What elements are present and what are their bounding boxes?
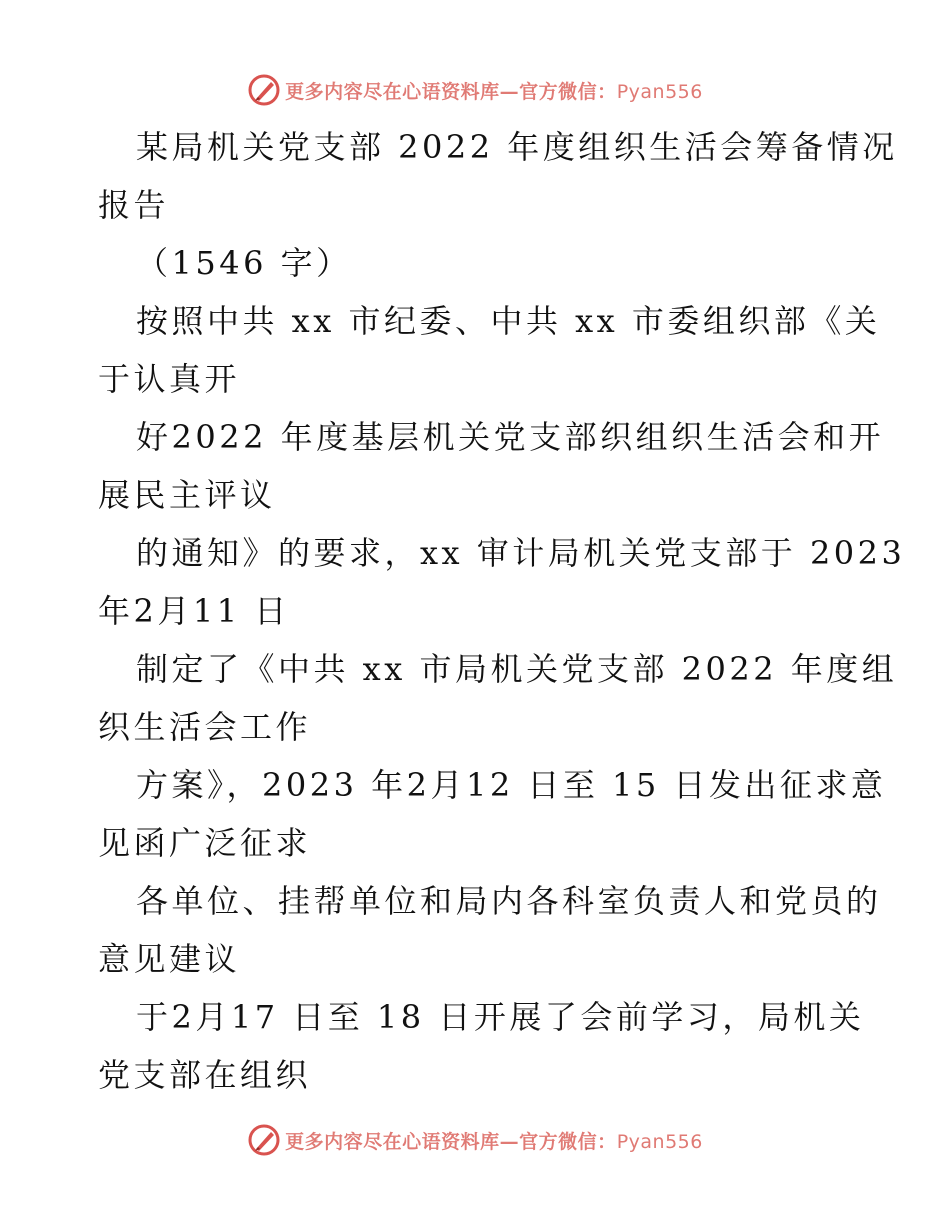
watermark-header bbox=[0, 70, 950, 110]
text-line: 织生活会工作 bbox=[98, 708, 312, 746]
pen-logo-icon bbox=[247, 73, 281, 107]
text-line: 于2月17 日至 18 日开展了会前学习，局机关 bbox=[136, 998, 865, 1036]
text-line: 展民主评议 bbox=[98, 476, 276, 514]
watermark-text: 更多内容尽在心语资料库—官方微信：Pyan556 bbox=[285, 80, 703, 103]
text-line: 的通知》的要求，xx 审计局机关党支部于 2023 bbox=[136, 534, 906, 572]
text-line: 各单位、挂帮单位和局内各科室负责人和党员的 bbox=[136, 882, 882, 920]
text-line: 某局机关党支部 2022 年度组织生活会筹备情况 bbox=[136, 128, 898, 166]
text-line: 方案》，2023 年2月12 日至 15 日发出征求意 bbox=[136, 766, 887, 804]
text-line: 制定了《中共 xx 市局机关党支部 2022 年度组 bbox=[136, 650, 898, 688]
text-line: （1546 字） bbox=[136, 244, 352, 282]
document-body bbox=[98, 118, 906, 1104]
text-line: 报告 bbox=[98, 186, 170, 224]
text-line: 党支部在组织 bbox=[98, 1056, 312, 1094]
watermark-footer bbox=[0, 1120, 950, 1160]
pen-logo-icon bbox=[247, 1123, 281, 1157]
watermark-text: 更多内容尽在心语资料库—官方微信：Pyan556 bbox=[285, 1130, 703, 1153]
text-line: 于认真开 bbox=[98, 360, 241, 398]
text-line: 好2022 年度基层机关党支部织组织生活会和开 bbox=[136, 418, 885, 456]
text-line: 年2月11 日 bbox=[98, 592, 290, 630]
text-line: 按照中共 xx 市纪委、中共 xx 市委组织部《关 bbox=[136, 302, 881, 340]
text-line: 意见建议 bbox=[98, 940, 241, 978]
text-line: 见函广泛征求 bbox=[98, 824, 312, 862]
